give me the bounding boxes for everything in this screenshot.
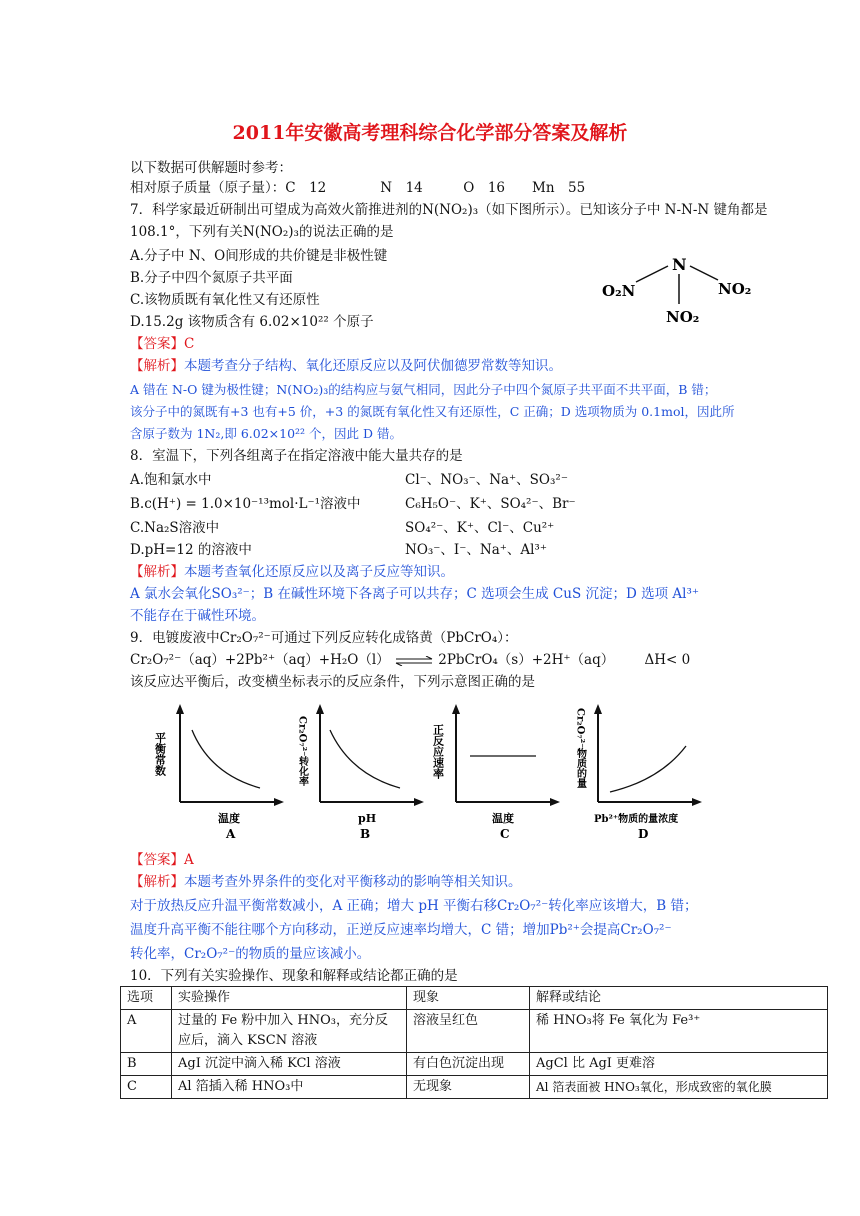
q8-analysis-2: A 氯水会氧化SO₃²⁻；B 在碱性环境下各离子可以共存；C 选项会生成 CuS 沉淀；D 选项 Al³⁺ bbox=[130, 586, 700, 602]
table-cell: B bbox=[121, 1053, 172, 1076]
answer-tag: 【答案】 bbox=[130, 336, 184, 352]
q7-stem-1: 7．科学家最近研制出可望成为高效火箭推进剂的N(NO₂)₃（如下图所示）。已知该分子中 N-N-N 键角都是 bbox=[130, 202, 768, 218]
answer-value: A bbox=[184, 852, 194, 868]
table-cell: A bbox=[121, 1010, 172, 1053]
chart-a bbox=[154, 704, 285, 841]
intro-line-1: 以下数据可供解题时参考： bbox=[130, 160, 292, 176]
chart-a-xlabel: 温度 bbox=[218, 812, 240, 825]
q9-stem-2: 该反应达平衡后，改变横坐标表示的反应条件，下列示意图正确的是 bbox=[130, 674, 535, 690]
q9-equation bbox=[130, 650, 690, 670]
chart-a-letter: A bbox=[226, 827, 236, 841]
chart-c-ylabel: 正反应速率 bbox=[431, 724, 445, 779]
table-cell: Al 箔表面被 HNO₃氧化，形成致密的氧化膜 bbox=[530, 1076, 828, 1099]
q8-ions-d: NO₃⁻、I⁻、Na⁺、Al³⁺ bbox=[405, 542, 547, 558]
q8-ions-c: SO₄²⁻、K⁺、Cl⁻、Cu²⁺ bbox=[405, 520, 555, 536]
table-header: 解释或结论 bbox=[530, 987, 828, 1010]
table-cell: C bbox=[121, 1076, 172, 1099]
chart-d-curve bbox=[610, 746, 686, 792]
chart-c-xlabel: 温度 bbox=[492, 812, 514, 825]
equation-left: Cr₂O₇²⁻（aq）+2Pb²⁺（aq）+H₂O（l） bbox=[130, 652, 390, 668]
table-cell: 过量的 Fe 粉中加入 HNO₃，充分反应后，滴入 KSCN 溶液 bbox=[172, 1010, 407, 1053]
chart-b-curve bbox=[330, 730, 400, 788]
table-header-row bbox=[121, 987, 828, 1010]
q8-ions-a: Cl⁻、NO₃⁻、Na⁺、SO₃²⁻ bbox=[405, 472, 568, 488]
table-cell: 稀 HNO₃将 Fe 氧化为 Fe³⁺ bbox=[530, 1010, 828, 1053]
q9-answer bbox=[130, 850, 194, 870]
table-cell: 溶液呈红色 bbox=[407, 1010, 530, 1053]
equation-dh: ΔH< 0 bbox=[644, 652, 691, 668]
q8-analysis-1 bbox=[130, 562, 454, 582]
q9-analysis-3: 温度升高平衡不能往哪个方向移动，正逆反应速率均增大，C 错；增加Pb²⁺会提高Cr₂O₇²⁻ bbox=[130, 922, 672, 938]
q7-option-d: D.15.2g 该物质含有 6.02×10²² 个原子 bbox=[130, 314, 374, 330]
molecule-left-group: O₂N bbox=[602, 282, 636, 300]
q7-analysis-1 bbox=[130, 356, 562, 376]
analysis-text: 本题考查分子结构、氧化还原反应以及阿伏伽德罗常数等知识。 bbox=[184, 358, 562, 374]
analysis-text: 本题考查氧化还原反应以及离子反应等知识。 bbox=[184, 564, 454, 580]
chart-a-ylabel: 平衡常数 bbox=[153, 732, 167, 776]
q8-cond-c: C.Na₂S溶液中 bbox=[130, 520, 220, 536]
intro-line-2: 相对原子质量（原子量）：C 12 N 14 O 16 Mn 55 bbox=[130, 180, 586, 196]
q7-analysis-3: 该分子中的氮既有+3 也有+5 价，+3 的氮既有氧化性又有还原性，C 正确；D 选项物质为 0.1mol，因此所 bbox=[130, 404, 735, 419]
table-row bbox=[121, 1010, 828, 1053]
chart-c-letter: C bbox=[500, 827, 510, 841]
q7-option-c: C.该物质既有氧化性又有还原性 bbox=[130, 292, 320, 308]
q7-option-b: B.分子中四个氮原子共平面 bbox=[130, 270, 293, 286]
table-cell: 无现象 bbox=[407, 1076, 530, 1099]
chart-b-letter: B bbox=[360, 827, 371, 841]
analysis-tag: 【解析】 bbox=[130, 874, 184, 890]
table-cell: AgCl 比 AgI 更难溶 bbox=[530, 1053, 828, 1076]
chart-b-ylabel: Cr₂O₇²⁻转化率 bbox=[296, 716, 308, 787]
table-header: 现象 bbox=[407, 987, 530, 1010]
q7-option-a: A.分子中 N、O间形成的共价键是非极性键 bbox=[130, 248, 388, 264]
q7-stem-2: 108.1°，下列有关N(NO₂)₃的说法正确的是 bbox=[130, 224, 394, 240]
q9-analysis-1 bbox=[130, 872, 522, 892]
chart-b-xlabel: pH bbox=[358, 812, 377, 825]
page-title: 2011年安徽高考理科综合化学部分答案及解析 bbox=[232, 122, 628, 144]
equation-right: 2PbCrO₄（s）+2H⁺（aq） bbox=[438, 652, 615, 668]
analysis-tag: 【解析】 bbox=[130, 358, 184, 374]
q7-analysis-4: 含原子数为 1N₂,即 6.02×10²² 个，因此 D 错。 bbox=[130, 426, 402, 441]
table-cell: Al 箔插入稀 HNO₃中 bbox=[172, 1076, 407, 1099]
chart-d-letter: D bbox=[638, 827, 649, 841]
q8-cond-a: A.饱和氯水中 bbox=[130, 472, 212, 488]
chart-d-ylabel: Cr₂O₇²⁻物质的量 bbox=[574, 708, 586, 789]
q8-cond-d: D.pH=12 的溶液中 bbox=[130, 542, 252, 558]
chart-b bbox=[297, 704, 425, 841]
q8-analysis-3: 不能存在于碱性环境。 bbox=[130, 608, 265, 624]
q7-analysis-2: A 错在 N-O 键为极性键；N(NO₂)₃的结构应与氨气相同，因此分子中四个氮原子共平面不共平面，B 错； bbox=[130, 382, 717, 397]
q10-table bbox=[120, 986, 828, 1099]
q8-ions-b: C₆H₅O⁻、K⁺、SO₄²⁻、Br⁻ bbox=[405, 496, 576, 512]
chart-c bbox=[432, 704, 561, 841]
table-cell: AgI 沉淀中滴入稀 KCl 溶液 bbox=[172, 1053, 407, 1076]
answer-tag: 【答案】 bbox=[130, 852, 184, 868]
chart-d-xlabel: Pb²⁺物质的量浓度 bbox=[594, 814, 679, 825]
table-header: 实验操作 bbox=[172, 987, 407, 1010]
chart-a-curve bbox=[192, 730, 260, 788]
analysis-tag: 【解析】 bbox=[130, 564, 184, 580]
table-cell: 有白色沉淀出现 bbox=[407, 1053, 530, 1076]
chart-d bbox=[575, 704, 703, 841]
molecule-center-n: N bbox=[672, 255, 687, 274]
molecule-bottom-group: NO₂ bbox=[666, 308, 700, 326]
q7-answer bbox=[130, 334, 194, 354]
answer-value: C bbox=[184, 336, 195, 352]
q9-analysis-2: 对于放热反应升温平衡常数减小，A 正确；增大 pH 平衡右移Cr₂O₇²⁻转化率应该增大，B 错； bbox=[130, 898, 698, 914]
table-row bbox=[121, 1053, 828, 1076]
q9-charts bbox=[150, 702, 710, 842]
q9-analysis-4: 转化率，Cr₂O₇²⁻的物质的量应该减小。 bbox=[130, 946, 371, 962]
molecule-diagram bbox=[600, 252, 770, 332]
q8-stem: 8．室温下，下列各组离子在指定溶液中能大量共存的是 bbox=[130, 448, 463, 464]
equilibrium-arrow-icon bbox=[394, 656, 434, 666]
table-row bbox=[121, 1076, 828, 1099]
q9-stem: 9．电镀废液中Cr₂O₇²⁻可通过下列反应转化成铬黄（PbCrO₄）： bbox=[130, 630, 518, 646]
q10-stem: 10．下列有关实验操作、现象和解释或结论都正确的是 bbox=[130, 968, 458, 984]
molecule-right-group: NO₂ bbox=[718, 280, 752, 298]
table-header: 选项 bbox=[121, 987, 172, 1010]
q8-cond-b: B.c(H⁺) = 1.0×10⁻¹³mol·L⁻¹溶液中 bbox=[130, 496, 361, 512]
analysis-text: 本题考查外界条件的变化对平衡移动的影响等相关知识。 bbox=[184, 874, 522, 890]
